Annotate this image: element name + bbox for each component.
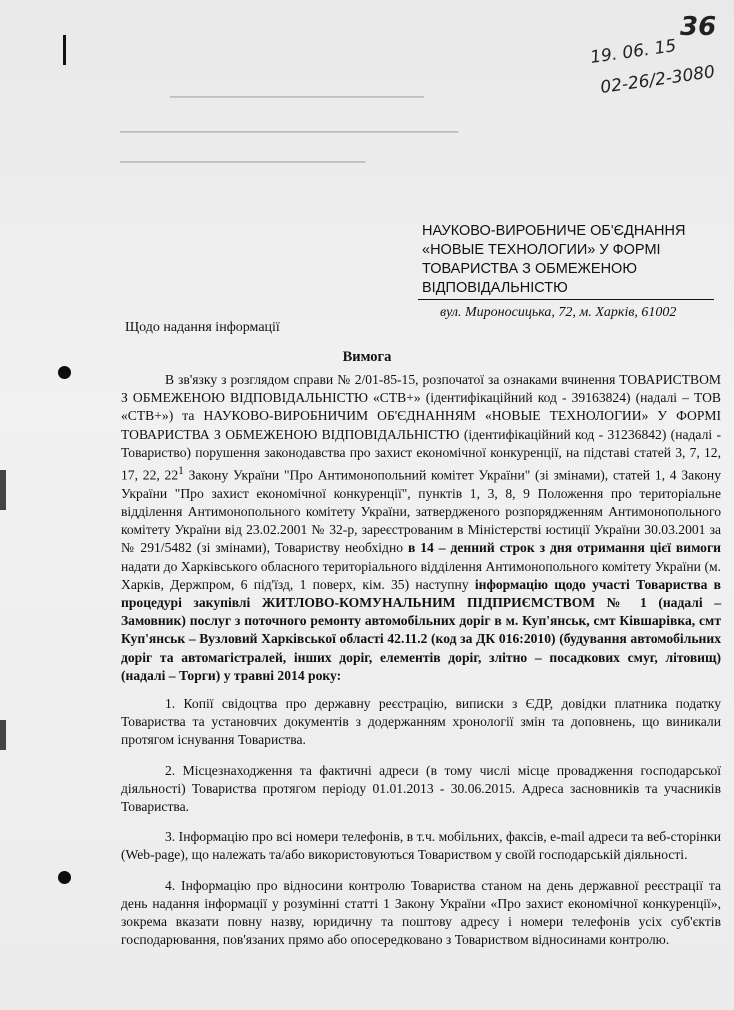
received-date-handwritten: 19. 06. 15 (589, 36, 678, 68)
bleed-through: ▁▁▁▁▁▁▁▁▁▁▁▁▁▁▁▁▁▁▁▁▁▁▁▁▁▁▁▁▁▁ (170, 86, 424, 98)
document-title: Вимога (342, 349, 392, 365)
list-item: 2. Місцезнаходження та фактичні адреси (в тому числі місце провадження господарської діяльності) Товариства протягом періоду 01.01.2013 - 30.06.2015. Адреса засновників та учасників Товариства. (121, 762, 721, 814)
addressee-underline (418, 299, 714, 300)
scan-edge-mark (0, 470, 6, 510)
punch-hole (58, 366, 71, 379)
subject-line: Щодо надання інформації (125, 320, 280, 335)
incoming-number-handwritten: 02-26/2-3080 (599, 62, 717, 98)
intro-paragraph: В зв'язку з розглядом справи № 2/01-85-15, розпочатої за ознаками вчинення ТОВАРИСТВОМ З ОБМЕЖЕНОЮ ВІДПОВІДАЛЬНІСТЮ «СТВ+» (ідентифікаційний код - 39163824) (надалі – ТОВ «СТВ+») та НАУКОВО-ВИРОБНИЧИМ ОБ'ЄДНАННЯМ «НОВЫЕ ТЕХНОЛОГИИ» У ФОРМІ ТОВАРИСТВА З ОБМЕЖЕНОЮ ВІДПОВІДАЛЬНІСТЮ (ідентифікаційний код - 31236842) (надалі - Товариство) порушення законодавства про захист економічної конкуренції, на підставі статей 3, 7, 12, 17, 22, $22^1$ Закону України "Про Антимонопольний комітет України" (зі змінами), статей 1, 4 Закону України "Про захист економічної конкуренції", пунктів 1, 3, 8, 9 Положення про територіальне відділення Антимонопольного комітету України, затвердженого розпорядженням Антимонопольного комітету України від 23.02.2001 № 32-р, зареєстрованим в Міністерстві юстиції України 30.03.2001 за № 291/5482 (зі змінами), Товариству необхідно в 14 – денний строк з дня отримання цієї вимоги надати до Харківського обласного територіального відділення Антимонопольного комітету України (м. Харків, Держпром, 6 під'їзд, 1 поверх, кім. 35) наступну інформацію щодо участі Товариства в процедурі закупівлі ЖИТЛОВО-КОМУНАЛЬНИМ ПІДПРИЄМСТВОМ № 1 (надалі – Замовник) послуг з поточного ремонту автомобільних доріг в м. Куп'янськ, смт Ківшарівка, смт Куп'янськ – Вузловий Харківської області 42.11.2 (код за ДК 016:2010) (будування автомобільних доріг та автомагістралей, інших доріг, елементів доріг, злітно – посадкових смуг, літовищ) (надалі – Торги) у травні 2014 року: (121, 372, 721, 683)
list-item: 4. Інформацію про відносини контролю Товариства станом на день державної реєстрації та день надання інформації у розумінні статті 1 Закону України «Про захист економічної конкуренції», зокрема вказати повну назву, юридичну та поштову адресу і номери телефонів усіх суб'єктів господарювання, пов'язаних прямо або опосередковано з Товариством відносинами контролю. (121, 877, 721, 948)
addressee-line: НАУКОВО-ВИРОБНИЧЕ ОБ'ЄДНАННЯ (422, 223, 686, 239)
addressee-line: «НОВЫЕ ТЕХНОЛОГИИ» У ФОРМІ (422, 242, 661, 258)
list-item: 3. Інформацію про всі номери телефонів, в т.ч. мобільних, факсів, e-mail адреси та веб-сторінки (Web-page), що належать та/або використовуються Товариством у своїй господарській діяльності. (121, 829, 721, 863)
bleed-through: ▁▁▁▁▁▁▁▁▁▁▁▁▁▁▁▁▁▁▁▁▁▁▁▁▁▁▁▁▁ (120, 151, 366, 163)
document-body (121, 371, 721, 949)
list-item: 1. Копії свідоцтва про державну реєстрацію, виписки з ЄДР, довідки платника податку Товариства та установчих документів з додержанням хронології змін та доповнень, що виникали протягом існування Товариства. (121, 695, 721, 748)
scan-edge-mark (0, 720, 6, 750)
addressee-address: вул. Мироносицька, 72, м. Харків, 61002 (440, 305, 677, 320)
punch-hole (58, 871, 71, 884)
addressee-line: ВІДПОВІДАЛЬНІСТЮ (422, 280, 568, 296)
bleed-through: ▁▁▁▁▁▁▁▁▁▁▁▁▁▁▁▁▁▁▁▁▁▁▁▁▁▁▁▁▁▁▁▁▁▁▁▁▁▁▁▁ (120, 121, 459, 133)
margin-mark (63, 35, 66, 65)
page-number-handwritten: 36 (680, 12, 717, 42)
addressee-block (422, 222, 722, 298)
addressee-line: ТОВАРИСТВА З ОБМЕЖЕНОЮ (422, 261, 637, 277)
